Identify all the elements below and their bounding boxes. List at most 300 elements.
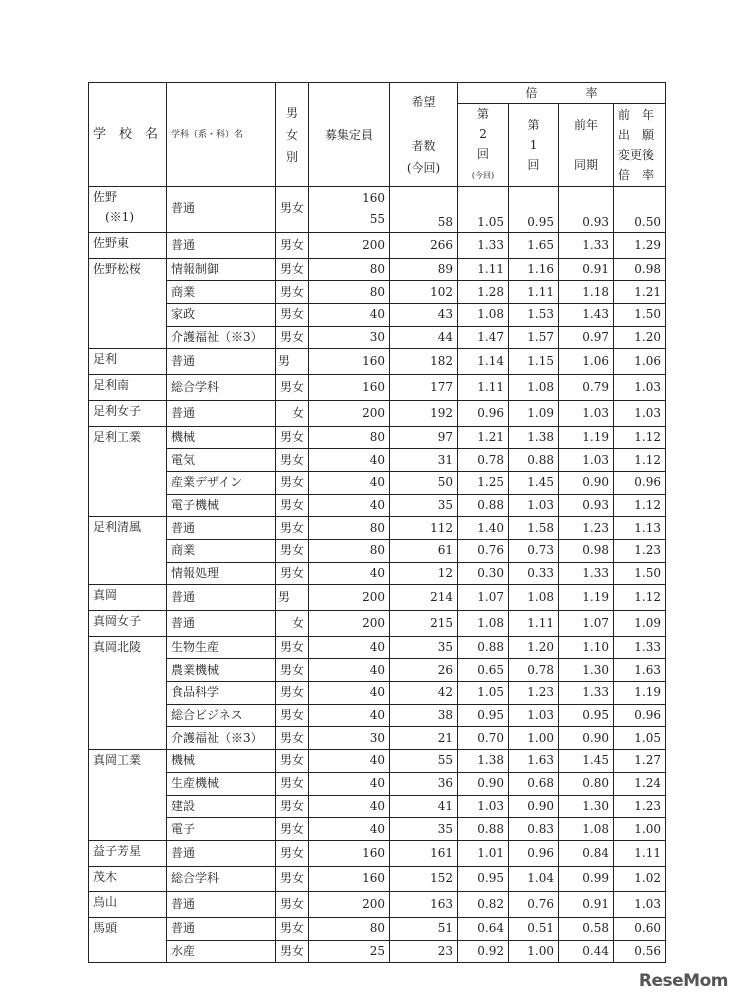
header-ratio-2nd — [458, 104, 509, 187]
gender-cell: 男女 — [276, 187, 309, 233]
ratio-2nd-cell: 1.38 — [458, 750, 509, 773]
applicants-cell: 177 — [390, 375, 458, 401]
ratio-2nd-cell: 0.88 — [458, 818, 509, 841]
ratio-2nd-cell: 1.28 — [458, 281, 509, 304]
ratio-prev-year-cell: 1.06 — [559, 349, 614, 375]
ratio-2nd-cell: 1.47 — [458, 326, 509, 349]
ratio-2nd-cell: 1.05 — [458, 682, 509, 705]
ratio-prev-year-cell: 1.23 — [559, 517, 614, 540]
applicants-cell: 58 — [390, 187, 458, 233]
department-cell: 食品科学 — [167, 682, 276, 705]
header-ratio-2nd-label: 第 2 回 — [477, 107, 490, 161]
ratio-prev-year-cell: 0.90 — [559, 471, 614, 494]
gender-cell: 女 — [276, 611, 309, 637]
ratio-2nd-cell: 1.40 — [458, 517, 509, 540]
gender-cell: 男女 — [276, 449, 309, 472]
applicants-cell: 214 — [390, 585, 458, 611]
ratio-prev-changed-cell: 1.02 — [614, 866, 666, 892]
capacity-cell: 200 — [309, 400, 390, 426]
ratio-1st-cell: 1.16 — [509, 258, 559, 281]
school-name-cell: 真岡女子 — [89, 611, 167, 637]
department-cell: 商業 — [167, 539, 276, 562]
department-cell: 普通 — [167, 917, 276, 940]
ratio-prev-changed-cell: 0.98 — [614, 258, 666, 281]
ratio-prev-changed-cell: 1.63 — [614, 659, 666, 682]
capacity-cell: 40 — [309, 304, 390, 327]
ratio-2nd-cell: 0.76 — [458, 539, 509, 562]
table-row — [89, 917, 666, 940]
ratio-prev-changed-cell: 1.03 — [614, 892, 666, 918]
ratio-prev-year-cell: 0.79 — [559, 375, 614, 401]
gender-cell: 男女 — [276, 636, 309, 659]
applicants-cell: 21 — [390, 727, 458, 750]
school-name-cell: 佐野 (※1) — [89, 187, 167, 233]
ratio-prev-year-cell: 1.45 — [559, 750, 614, 773]
gender-cell: 男女 — [276, 840, 309, 866]
applicants-cell: 36 — [390, 772, 458, 795]
ratio-2nd-cell: 1.05 — [458, 187, 509, 233]
capacity-cell: 160 — [309, 866, 390, 892]
capacity-cell: 80 — [309, 539, 390, 562]
applicants-cell: 41 — [390, 795, 458, 818]
ratio-prev-year-cell: 1.30 — [559, 659, 614, 682]
header-ratio-prev-changed: 前 年 出 願 変更後 倍 率 — [614, 104, 666, 187]
ratio-2nd-cell: 1.11 — [458, 375, 509, 401]
applicants-cell: 61 — [390, 539, 458, 562]
ratio-prev-changed-cell: 0.60 — [614, 917, 666, 940]
ratio-prev-year-cell: 0.95 — [559, 704, 614, 727]
ratio-prev-changed-cell: 1.50 — [614, 562, 666, 585]
department-cell: 普通 — [167, 517, 276, 540]
capacity-cell: 80 — [309, 258, 390, 281]
department-cell: 情報制御 — [167, 258, 276, 281]
ratio-prev-changed-cell: 1.00 — [614, 818, 666, 841]
ratio-1st-cell: 1.65 — [509, 233, 559, 259]
ratio-prev-changed-cell: 0.96 — [614, 704, 666, 727]
department-cell: 生産機械 — [167, 772, 276, 795]
ratio-2nd-cell: 1.08 — [458, 611, 509, 637]
ratio-prev-changed-cell: 0.56 — [614, 940, 666, 963]
gender-cell: 男女 — [276, 818, 309, 841]
gender-cell: 男女 — [276, 562, 309, 585]
department-cell: 電気 — [167, 449, 276, 472]
department-cell: 建設 — [167, 795, 276, 818]
ratio-1st-cell: 0.96 — [509, 840, 559, 866]
ratio-1st-cell: 0.83 — [509, 818, 559, 841]
applicants-cell: 35 — [390, 818, 458, 841]
applicants-cell: 44 — [390, 326, 458, 349]
ratio-2nd-cell: 0.90 — [458, 772, 509, 795]
gender-cell: 男女 — [276, 892, 309, 918]
school-name-cell: 足利 — [89, 349, 167, 375]
ratio-prev-year-cell: 1.33 — [559, 233, 614, 259]
ratio-prev-year-cell: 0.97 — [559, 326, 614, 349]
ratio-1st-cell: 1.38 — [509, 426, 559, 449]
department-cell: 総合学科 — [167, 375, 276, 401]
gender-cell: 男女 — [276, 426, 309, 449]
department-cell: 普通 — [167, 585, 276, 611]
ratio-1st-cell: 0.90 — [509, 795, 559, 818]
ratio-1st-cell: 1.00 — [509, 727, 559, 750]
department-cell: 普通 — [167, 892, 276, 918]
department-cell: 総合ビジネス — [167, 704, 276, 727]
ratio-prev-changed-cell: 1.12 — [614, 585, 666, 611]
capacity-cell: 40 — [309, 449, 390, 472]
capacity-cell: 40 — [309, 659, 390, 682]
gender-cell: 男女 — [276, 281, 309, 304]
ratio-prev-year-cell: 1.03 — [559, 449, 614, 472]
table-row — [89, 326, 666, 349]
capacity-cell: 40 — [309, 772, 390, 795]
ratio-1st-cell: 0.88 — [509, 449, 559, 472]
department-cell: 普通 — [167, 349, 276, 375]
applicants-cell: 23 — [390, 940, 458, 963]
gender-cell: 男女 — [276, 682, 309, 705]
table-row — [89, 659, 666, 682]
ratio-prev-year-cell: 1.19 — [559, 426, 614, 449]
header-applicants: 希望 者数 (今回) — [390, 83, 458, 187]
gender-cell: 男女 — [276, 494, 309, 517]
ratio-prev-changed-cell: 1.03 — [614, 375, 666, 401]
ratio-prev-changed-cell: 1.13 — [614, 517, 666, 540]
ratio-2nd-cell: 1.33 — [458, 233, 509, 259]
gender-cell: 男 — [276, 585, 309, 611]
ratio-prev-year-cell: 0.93 — [559, 187, 614, 233]
ratio-1st-cell: 1.03 — [509, 494, 559, 517]
ratio-1st-cell: 1.00 — [509, 940, 559, 963]
capacity-cell: 40 — [309, 818, 390, 841]
gender-cell: 男女 — [276, 375, 309, 401]
gender-cell: 男女 — [276, 659, 309, 682]
school-name-cell: 足利女子 — [89, 400, 167, 426]
gender-cell: 男女 — [276, 940, 309, 963]
header-capacity: 募集定員 — [309, 83, 390, 187]
department-cell: 家政 — [167, 304, 276, 327]
table-row — [89, 304, 666, 327]
gender-cell: 男女 — [276, 539, 309, 562]
ratio-1st-cell: 0.51 — [509, 917, 559, 940]
ratio-1st-cell: 1.45 — [509, 471, 559, 494]
table-row — [89, 611, 666, 637]
capacity-cell: 160 — [309, 840, 390, 866]
gender-cell: 男女 — [276, 772, 309, 795]
table-row — [89, 281, 666, 304]
applicants-cell: 161 — [390, 840, 458, 866]
department-cell: 普通 — [167, 400, 276, 426]
ratio-2nd-cell: 0.95 — [458, 866, 509, 892]
header-department: 学科（系・科）名 — [167, 83, 276, 187]
capacity-cell: 200 — [309, 892, 390, 918]
ratio-1st-cell: 0.76 — [509, 892, 559, 918]
gender-cell: 男女 — [276, 750, 309, 773]
applicants-cell: 31 — [390, 449, 458, 472]
capacity-cell: 80 — [309, 517, 390, 540]
department-cell: 総合学科 — [167, 866, 276, 892]
table-row — [89, 539, 666, 562]
ratio-1st-cell: 1.08 — [509, 585, 559, 611]
ratio-prev-changed-cell: 1.19 — [614, 682, 666, 705]
ratio-2nd-cell: 0.88 — [458, 494, 509, 517]
application-ratio-table — [88, 82, 666, 963]
ratio-prev-changed-cell: 1.24 — [614, 772, 666, 795]
ratio-2nd-cell: 1.03 — [458, 795, 509, 818]
capacity-cell: 200 — [309, 611, 390, 637]
ratio-prev-changed-cell: 0.96 — [614, 471, 666, 494]
table-row — [89, 940, 666, 963]
ratio-2nd-cell: 1.14 — [458, 349, 509, 375]
table-row — [89, 892, 666, 918]
gender-cell: 男 — [276, 349, 309, 375]
ratio-1st-cell: 1.11 — [509, 281, 559, 304]
ratio-prev-changed-cell: 1.27 — [614, 750, 666, 773]
gender-cell: 男女 — [276, 517, 309, 540]
table-row — [89, 750, 666, 773]
applicants-cell: 192 — [390, 400, 458, 426]
ratio-prev-changed-cell: 1.11 — [614, 840, 666, 866]
ratio-prev-year-cell: 0.91 — [559, 892, 614, 918]
ratio-prev-year-cell: 1.43 — [559, 304, 614, 327]
capacity-cell: 160 — [309, 375, 390, 401]
ratio-2nd-cell: 0.88 — [458, 636, 509, 659]
capacity-cell: 40 — [309, 636, 390, 659]
applicants-cell: 35 — [390, 494, 458, 517]
department-cell: 産業デザイン — [167, 471, 276, 494]
school-name-cell: 足利工業 — [89, 426, 167, 517]
resemom-logo: ReseMom — [638, 971, 728, 991]
department-cell: 電子 — [167, 818, 276, 841]
applicants-cell: 35 — [390, 636, 458, 659]
ratio-1st-cell: 1.08 — [509, 375, 559, 401]
capacity-cell: 25 — [309, 940, 390, 963]
gender-cell: 男女 — [276, 471, 309, 494]
ratio-2nd-cell: 0.95 — [458, 704, 509, 727]
ratio-1st-cell: 0.33 — [509, 562, 559, 585]
capacity-cell: 200 — [309, 233, 390, 259]
capacity-cell: 80 — [309, 426, 390, 449]
applicants-cell: 163 — [390, 892, 458, 918]
department-cell: 生物生産 — [167, 636, 276, 659]
ratio-prev-year-cell: 1.33 — [559, 682, 614, 705]
applicants-cell: 12 — [390, 562, 458, 585]
table-row — [89, 400, 666, 426]
header-school: 学 校 名 — [89, 83, 167, 187]
ratio-prev-changed-cell: 1.09 — [614, 611, 666, 637]
gender-cell: 女 — [276, 400, 309, 426]
ratio-2nd-cell: 1.07 — [458, 585, 509, 611]
department-cell: 介護福祉（※3） — [167, 326, 276, 349]
capacity-cell: 80 — [309, 917, 390, 940]
applicants-cell: 43 — [390, 304, 458, 327]
ratio-prev-year-cell: 1.33 — [559, 562, 614, 585]
table-row — [89, 349, 666, 375]
applicants-cell: 55 — [390, 750, 458, 773]
ratio-prev-year-cell: 0.98 — [559, 539, 614, 562]
header-ratio-1st: 第 1 回 — [509, 104, 559, 187]
ratio-2nd-cell: 1.01 — [458, 840, 509, 866]
ratio-prev-changed-cell: 1.21 — [614, 281, 666, 304]
table-row — [89, 585, 666, 611]
gender-cell: 男女 — [276, 727, 309, 750]
gender-cell: 男女 — [276, 866, 309, 892]
table-row — [89, 233, 666, 259]
table-body — [89, 187, 666, 963]
header-ratio-2nd-note: (今回) — [471, 171, 495, 180]
capacity-cell: 40 — [309, 471, 390, 494]
header-gender: 男 女 別 — [276, 83, 309, 187]
department-cell: 商業 — [167, 281, 276, 304]
applicants-cell: 182 — [390, 349, 458, 375]
department-cell: 機械 — [167, 750, 276, 773]
applicants-cell: 89 — [390, 258, 458, 281]
ratio-1st-cell: 1.63 — [509, 750, 559, 773]
ratio-prev-changed-cell: 1.23 — [614, 795, 666, 818]
gender-cell: 男女 — [276, 304, 309, 327]
ratio-1st-cell: 1.09 — [509, 400, 559, 426]
applicants-cell: 42 — [390, 682, 458, 705]
gender-cell: 男女 — [276, 917, 309, 940]
capacity-cell: 160 55 — [309, 187, 390, 233]
school-name-cell: 佐野東 — [89, 233, 167, 259]
table-row — [89, 426, 666, 449]
ratio-1st-cell: 1.03 — [509, 704, 559, 727]
ratio-2nd-cell: 0.64 — [458, 917, 509, 940]
gender-cell: 男女 — [276, 258, 309, 281]
ratio-2nd-cell: 0.70 — [458, 727, 509, 750]
ratio-2nd-cell: 0.78 — [458, 449, 509, 472]
table-row — [89, 682, 666, 705]
department-cell: 機械 — [167, 426, 276, 449]
school-name-cell: 真岡工業 — [89, 750, 167, 841]
school-name-cell: 真岡北陵 — [89, 636, 167, 749]
applicants-cell: 50 — [390, 471, 458, 494]
ratio-prev-year-cell: 1.03 — [559, 400, 614, 426]
table-row — [89, 258, 666, 281]
ratio-prev-year-cell: 0.91 — [559, 258, 614, 281]
table-row — [89, 636, 666, 659]
department-cell: 普通 — [167, 187, 276, 233]
capacity-cell: 30 — [309, 727, 390, 750]
table-row — [89, 187, 666, 233]
ratio-2nd-cell: 0.82 — [458, 892, 509, 918]
applicants-cell: 38 — [390, 704, 458, 727]
ratio-prev-year-cell: 0.99 — [559, 866, 614, 892]
department-cell: 普通 — [167, 233, 276, 259]
applicants-cell: 51 — [390, 917, 458, 940]
table-row — [89, 449, 666, 472]
table-row — [89, 772, 666, 795]
ratio-prev-changed-cell: 1.12 — [614, 494, 666, 517]
ratio-1st-cell: 0.95 — [509, 187, 559, 233]
department-cell: 水産 — [167, 940, 276, 963]
ratio-2nd-cell: 0.92 — [458, 940, 509, 963]
gender-cell: 男女 — [276, 704, 309, 727]
table-row — [89, 471, 666, 494]
ratio-prev-changed-cell: 1.03 — [614, 400, 666, 426]
table-row — [89, 494, 666, 517]
ratio-1st-cell: 1.53 — [509, 304, 559, 327]
ratio-2nd-cell: 1.21 — [458, 426, 509, 449]
table-header — [89, 83, 666, 187]
header-ratio-group: 倍 率 — [458, 83, 666, 104]
ratio-1st-cell: 1.23 — [509, 682, 559, 705]
ratio-1st-cell: 1.58 — [509, 517, 559, 540]
ratio-prev-changed-cell: 1.05 — [614, 727, 666, 750]
applicants-cell: 26 — [390, 659, 458, 682]
ratio-1st-cell: 1.15 — [509, 349, 559, 375]
applicants-cell: 266 — [390, 233, 458, 259]
capacity-cell: 200 — [309, 585, 390, 611]
applicants-cell: 97 — [390, 426, 458, 449]
table-row — [89, 866, 666, 892]
school-name-cell: 茂木 — [89, 866, 167, 892]
school-name-cell: 馬頭 — [89, 917, 167, 962]
ratio-1st-cell: 1.04 — [509, 866, 559, 892]
ratio-prev-year-cell: 1.10 — [559, 636, 614, 659]
ratio-prev-year-cell: 0.58 — [559, 917, 614, 940]
ratio-2nd-cell: 0.30 — [458, 562, 509, 585]
ratio-prev-changed-cell: 1.20 — [614, 326, 666, 349]
ratio-prev-year-cell: 1.19 — [559, 585, 614, 611]
ratio-2nd-cell: 0.65 — [458, 659, 509, 682]
capacity-cell: 40 — [309, 795, 390, 818]
ratio-prev-year-cell: 0.90 — [559, 727, 614, 750]
department-cell: 普通 — [167, 840, 276, 866]
ratio-prev-changed-cell: 0.50 — [614, 187, 666, 233]
gender-cell: 男女 — [276, 233, 309, 259]
ratio-1st-cell: 1.20 — [509, 636, 559, 659]
ratio-2nd-cell: 1.08 — [458, 304, 509, 327]
department-cell: 農業機械 — [167, 659, 276, 682]
capacity-cell: 80 — [309, 281, 390, 304]
school-name-cell: 足利南 — [89, 375, 167, 401]
school-name-cell: 真岡 — [89, 585, 167, 611]
department-cell: 介護福祉（※3） — [167, 727, 276, 750]
ratio-prev-changed-cell: 1.12 — [614, 449, 666, 472]
ratio-prev-year-cell: 1.30 — [559, 795, 614, 818]
table-row — [89, 517, 666, 540]
ratio-prev-changed-cell: 1.06 — [614, 349, 666, 375]
table-row — [89, 704, 666, 727]
ratio-2nd-cell: 0.96 — [458, 400, 509, 426]
ratio-prev-year-cell: 0.93 — [559, 494, 614, 517]
ratio-2nd-cell: 1.11 — [458, 258, 509, 281]
department-cell: 情報処理 — [167, 562, 276, 585]
ratio-prev-year-cell: 1.07 — [559, 611, 614, 637]
department-cell: 普通 — [167, 611, 276, 637]
capacity-cell: 40 — [309, 494, 390, 517]
gender-cell: 男女 — [276, 795, 309, 818]
ratio-prev-year-cell: 0.80 — [559, 772, 614, 795]
ratio-1st-cell: 1.11 — [509, 611, 559, 637]
capacity-cell: 40 — [309, 704, 390, 727]
ratio-prev-year-cell: 1.18 — [559, 281, 614, 304]
capacity-cell: 40 — [309, 562, 390, 585]
table-row — [89, 727, 666, 750]
table-row — [89, 818, 666, 841]
ratio-prev-changed-cell: 1.23 — [614, 539, 666, 562]
applicants-cell: 102 — [390, 281, 458, 304]
school-name-cell: 益子芳星 — [89, 840, 167, 866]
school-name-cell: 足利清風 — [89, 517, 167, 585]
ratio-prev-year-cell: 0.84 — [559, 840, 614, 866]
school-name-cell: 佐野松桜 — [89, 258, 167, 349]
applicants-cell: 112 — [390, 517, 458, 540]
capacity-cell: 40 — [309, 682, 390, 705]
school-name-cell: 烏山 — [89, 892, 167, 918]
ratio-2nd-cell: 1.25 — [458, 471, 509, 494]
applicants-cell: 152 — [390, 866, 458, 892]
capacity-cell: 160 — [309, 349, 390, 375]
